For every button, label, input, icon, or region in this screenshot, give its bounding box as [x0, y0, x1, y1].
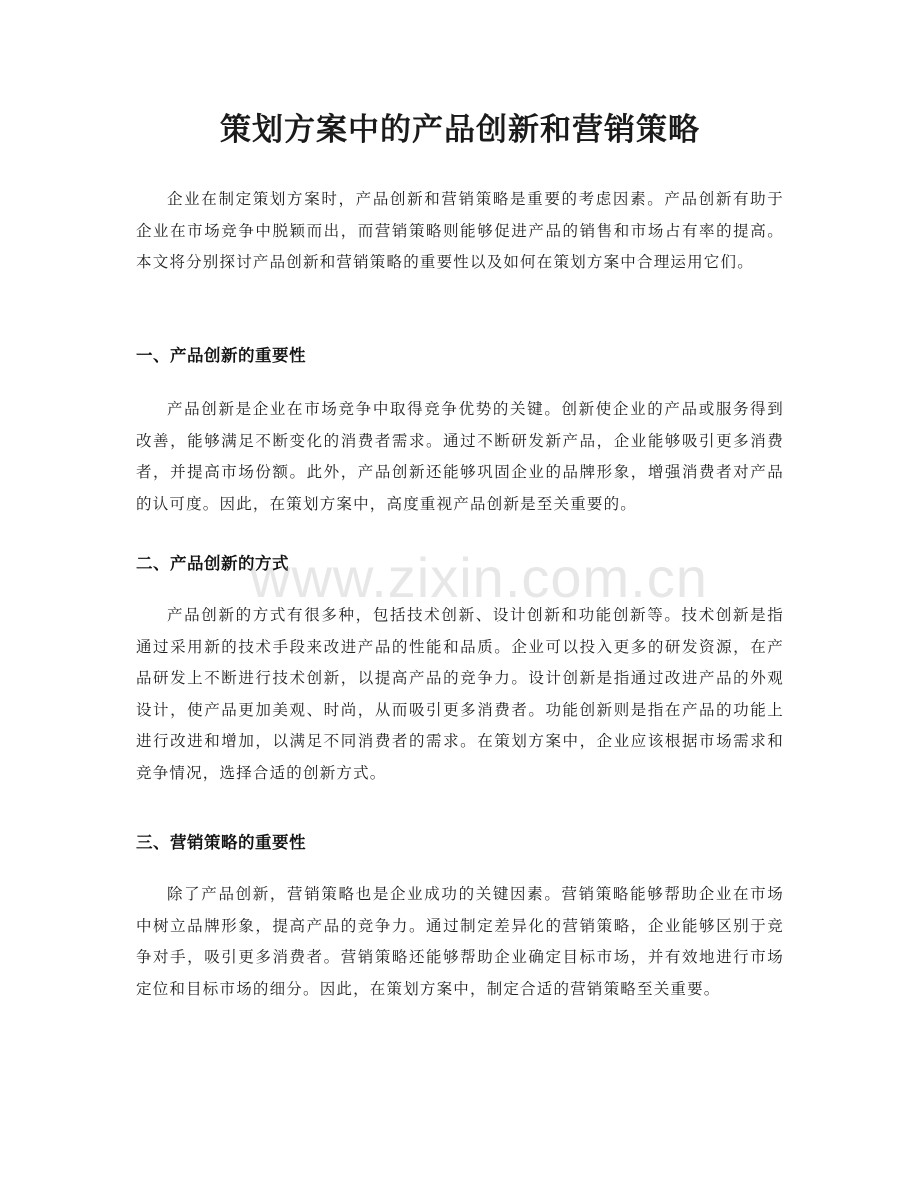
section-body-3: 除了产品创新，营销策略也是企业成功的关键因素。营销策略能够帮助企业在市场中树立品牌形象，提高产品的竞争力。通过制定差异化的营销策略，企业能够区别于竞争对手，吸引更多消费者。营销策略还能够帮助企业确定目标市场，并有效地进行市场定位和目标市场的细分。因此，在策划方案中，制定合适的营销策略至关重要。: [136, 885, 784, 998]
watermark-text: www.zixin.com.cn: [250, 546, 708, 609]
page-title: 策划方案中的产品创新和营销策略: [220, 112, 700, 148]
section-heading-2: 二、产品创新的方式: [136, 554, 289, 573]
section-body-1: 产品创新是企业在市场竞争中取得竞争优势的关键。创新使企业的产品或服务得到改善，能够满足不断变化的消费者需求。通过不断研发新产品，企业能够吸引更多消费者，并提高市场份额。此外，产品创新还能够巩固企业的品牌形象，增强消费者对产品的认可度。因此，在策划方案中，高度重视产品创新是至关重要的。: [136, 400, 784, 513]
section-heading-1: 一、产品创新的重要性: [136, 346, 306, 365]
intro-paragraph: 企业在制定策划方案时，产品创新和营销策略是重要的考虑因素。产品创新有助于企业在市场竞争中脱颖而出，而营销策略则能够促进产品的销售和市场占有率的提高。本文将分别探讨产品创新和营销策略的重要性以及如何在策划方案中合理运用它们。: [136, 190, 784, 272]
section-body-2: 产品创新的方式有很多种，包括技术创新、设计创新和功能创新等。技术创新是指通过采用新的技术手段来改进产品的性能和品质。企业可以投入更多的研发资源，在产品研发上不断进行技术创新，以提高产品的竞争力。设计创新是指通过改进产品的外观设计，使产品更加美观、时尚，从而吸引更多消费者。功能创新则是指在产品的功能上进行改进和增加，以满足不同消费者的需求。在策划方案中，企业应该根据市场需求和竞争情况，选择合适的创新方式。: [136, 606, 784, 782]
section-heading-3: 三、营销策略的重要性: [136, 833, 306, 852]
